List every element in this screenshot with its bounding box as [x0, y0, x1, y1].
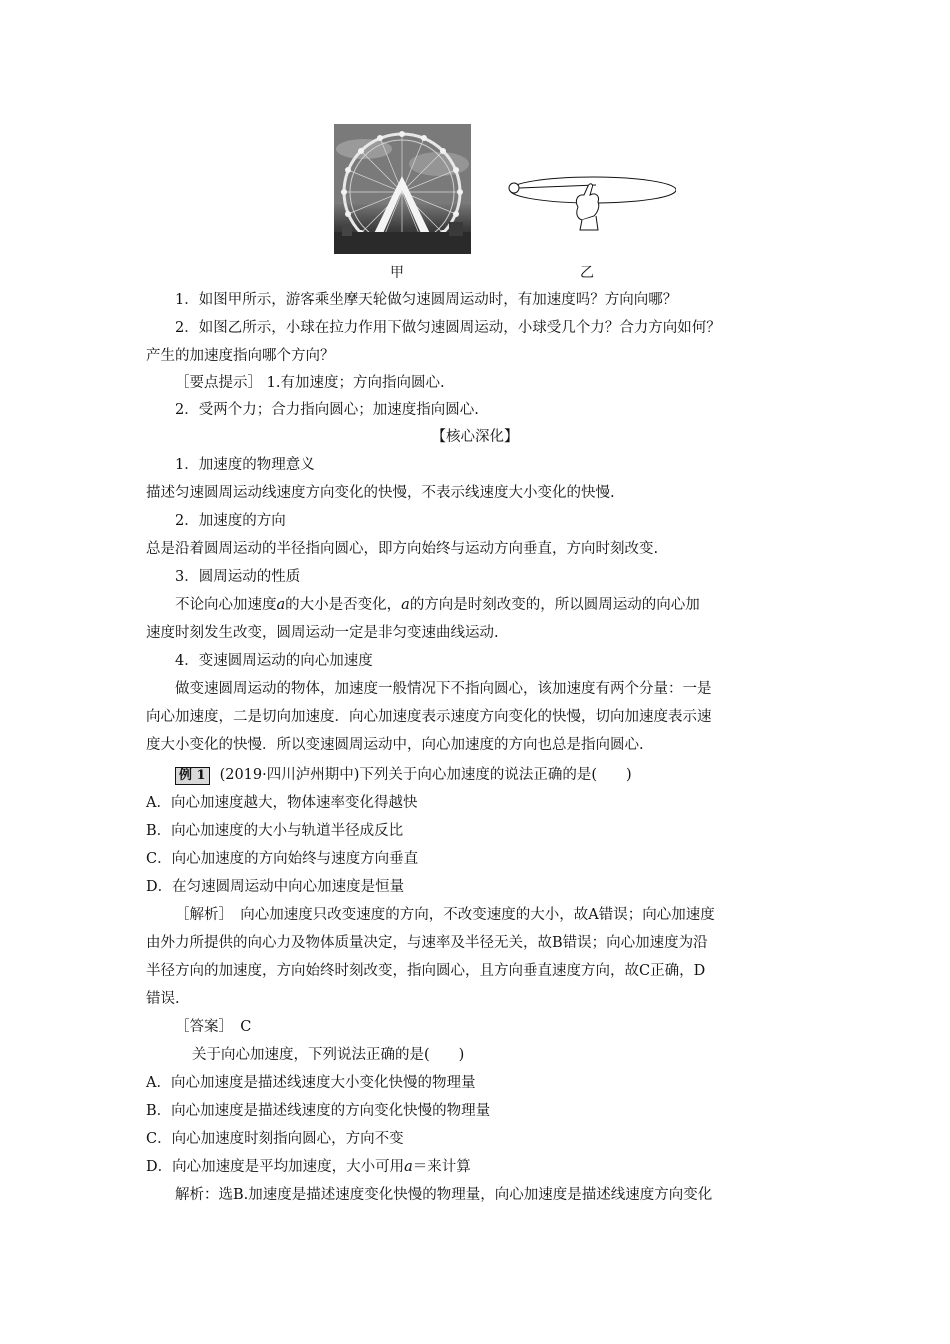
practice-option-a: A．向心加速度是描述线速度大小变化快慢的物理量: [146, 1075, 476, 1091]
section-heading-core: 【核心深化】: [431, 429, 519, 445]
paragraph-4-line-1: 做变速圆周运动的物体，加速度一般情况下不指向圆心，该加速度有两个分量：一是: [175, 681, 712, 697]
solution-line: 解析：选B.加速度是描述速度变化快慢的物理量，向心加速度是描述线速度方向变化: [175, 1187, 713, 1203]
example-1-option-d: D．在匀速圆周运动中向心加速度是恒量: [146, 879, 405, 895]
example-1-option-c: C．向心加速度的方向始终与速度方向垂直: [146, 851, 419, 867]
example-badge: 例 1: [175, 767, 210, 785]
practice-option-b: B．向心加速度是描述线速度的方向变化快慢的物理量: [146, 1103, 491, 1119]
analysis-line-4: 错误.: [146, 991, 180, 1007]
analysis-line-3: 半径方向的加速度，方向始终时刻改变，指向圆心，且方向垂直速度方向，故C正确，D: [146, 963, 706, 979]
paragraph-3-line-2: 速度时刻发生改变，圆周运动一定是非匀变速曲线运动.: [146, 625, 499, 641]
heading-4: 4．变速圆周运动的向心加速度: [175, 653, 373, 669]
figure-caption-left: 甲: [390, 265, 404, 281]
paragraph-2: 总是沿着圆周运动的半径指向圆心，即方向始终与运动方向垂直，方向时刻改变.: [146, 541, 659, 557]
example-1-option-a: A．向心加速度越大，物体速率变化得越快: [146, 795, 418, 811]
variable-a: a: [276, 597, 286, 613]
paragraph-4-line-2: 向心加速度，二是切向加速度．向心加速度表示速度方向变化的快慢，切向加速度表示速: [146, 709, 712, 725]
text-run: D．向心加速度是平均加速度，大小可用: [146, 1159, 405, 1175]
text-run: 的方向是时刻改变的，所以圆周运动的向心加: [409, 597, 700, 613]
analysis-line-2: 由外力所提供的向心力及物体质量决定，与速率及半径无关，故B错误；向心加速度为沿: [146, 935, 708, 951]
answer-line: ［答案］ C: [175, 1019, 252, 1035]
example-1-option-b: B．向心加速度的大小与轨道半径成反比: [146, 823, 404, 839]
key-point-tip-1: ［要点提示］ 1.有加速度；方向指向圆心.: [175, 375, 445, 391]
analysis-line-1: ［解析］ 向心加速度只改变速度的方向，不改变速度的大小，故A错误；向心加速度: [175, 907, 715, 923]
heading-3: 3．圆周运动的性质: [175, 569, 301, 585]
heading-1: 1．加速度的物理意义: [175, 457, 315, 473]
example-1-text: (2019·四川泸州期中)下列关于向心加速度的说法正确的是( ): [219, 767, 632, 783]
example-1-stem: [175, 765, 632, 785]
figure-row: [334, 124, 664, 284]
figure-caption-right: 乙: [580, 265, 594, 281]
text-run: ＝来计算: [412, 1159, 471, 1175]
ferris-wheel-photo: [334, 124, 471, 254]
ball-circle-diagram: [506, 162, 676, 242]
question-2-line-1: 2．如图乙所示，小球在拉力作用下做匀速圆周运动，小球受几个力？合力方向如何？: [175, 320, 721, 336]
question-1: 1．如图甲所示，游客乘坐摩天轮做匀速圆周运动时，有加速度吗？方向向哪？: [175, 292, 678, 308]
paragraph-1: 描述匀速圆周运动线速度方向变化的快慢，不表示线速度大小变化的快慢.: [146, 485, 615, 501]
text-run: 的大小是否变化，: [285, 597, 402, 613]
practice-option-d: [146, 1157, 471, 1177]
heading-2: 2．加速度的方向: [175, 513, 286, 529]
key-point-tip-2: 2．受两个力；合力指向圆心；加速度指向圆心.: [175, 402, 479, 418]
paragraph-3-line-1: [175, 595, 700, 615]
question-2-line-2: 产生的加速度指向哪个方向？: [146, 348, 335, 364]
variable-a: a: [401, 597, 410, 613]
variable-a: a: [404, 1159, 413, 1175]
practice-question: 关于向心加速度，下列说法正确的是( ): [192, 1047, 465, 1063]
practice-option-c: C．向心加速度时刻指向圆心，方向不变: [146, 1131, 404, 1147]
paragraph-4-line-3: 度大小变化的快慢．所以变速圆周运动中，向心加速度的方向也总是指向圆心.: [146, 737, 644, 753]
text-run: 不论向心加速度: [175, 597, 277, 613]
